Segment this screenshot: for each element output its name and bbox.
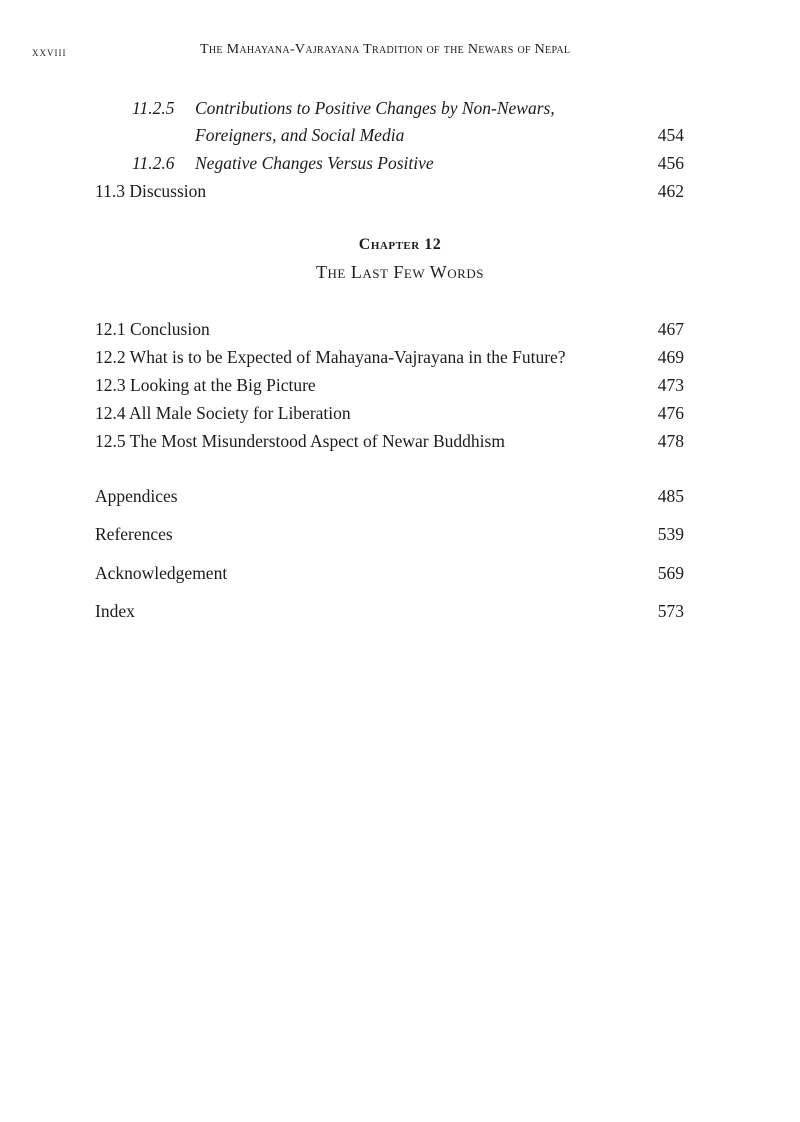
toc-entry-title: Appendices — [95, 486, 178, 506]
toc-entry-page: 569 — [657, 563, 684, 583]
toc-entry-page: 456 — [657, 153, 684, 173]
toc-entry-12-3 — [95, 373, 684, 397]
toc-entry-title: 12.5 The Most Misunderstood Aspect of Newar Buddhism — [95, 431, 505, 451]
toc-entry-index — [95, 599, 684, 623]
toc-entry-title: Acknowledgement — [95, 563, 228, 583]
toc-entry-appendices — [95, 484, 684, 508]
toc-entry-title: 12.1 Conclusion — [95, 319, 210, 339]
toc-entry-title: Contributions to Positive Changes by Non-Newars, — [195, 98, 555, 118]
chapter-label: Chapter 12 — [358, 236, 442, 253]
toc-entry-11-2-5 — [95, 96, 684, 120]
toc-entry-title: Negative Changes Versus Positive — [195, 153, 434, 173]
toc-entry-page: 462 — [657, 181, 684, 201]
toc-entry-12-1 — [95, 317, 684, 341]
toc-entry-title: Index — [95, 601, 135, 621]
page-number: xxviii — [32, 44, 67, 59]
running-head: The Mahayana-Vajrayana Tradition of the Newars of Nepal — [200, 42, 571, 57]
toc-entry-page: 473 — [657, 375, 684, 395]
toc-entry-title: 11.3 Discussion — [95, 181, 207, 201]
toc-entry-page: 539 — [657, 524, 684, 544]
toc-entry-page: 476 — [657, 403, 684, 423]
toc-entry-title: References — [95, 524, 173, 544]
toc-entry-title: Foreigners, and Social Media — [195, 125, 405, 145]
toc-entry-page: 467 — [657, 319, 684, 339]
toc-entry-11-2-6 — [95, 151, 684, 175]
toc-entry-11-3 — [95, 179, 684, 203]
toc-entry-page: 478 — [657, 431, 684, 451]
toc-entry-page: 485 — [657, 486, 684, 506]
toc-entry-title: 12.2 What is to be Expected of Mahayana-Vajrayana in the Future? — [95, 347, 566, 367]
toc-entry-title: 12.4 All Male Society for Liberation — [95, 403, 351, 423]
toc-entry-page: 454 — [657, 125, 684, 145]
toc-entry-12-5 — [95, 429, 684, 453]
toc-entry-title: 12.3 Looking at the Big Picture — [95, 375, 316, 395]
toc-entry-11-2-5-cont — [95, 123, 684, 147]
toc-entry-number: 11.2.6 — [132, 153, 175, 173]
toc-entry-acknowledgement — [95, 561, 684, 585]
toc-entry-page: 469 — [657, 347, 684, 367]
toc-entry-references — [95, 522, 684, 546]
toc-entry-page: 573 — [657, 601, 684, 621]
toc-entry-12-4 — [95, 401, 684, 425]
chapter-title: The Last Few Words — [316, 262, 484, 282]
toc-entry-12-2 — [95, 345, 684, 369]
toc-entry-number: 11.2.5 — [132, 98, 175, 118]
